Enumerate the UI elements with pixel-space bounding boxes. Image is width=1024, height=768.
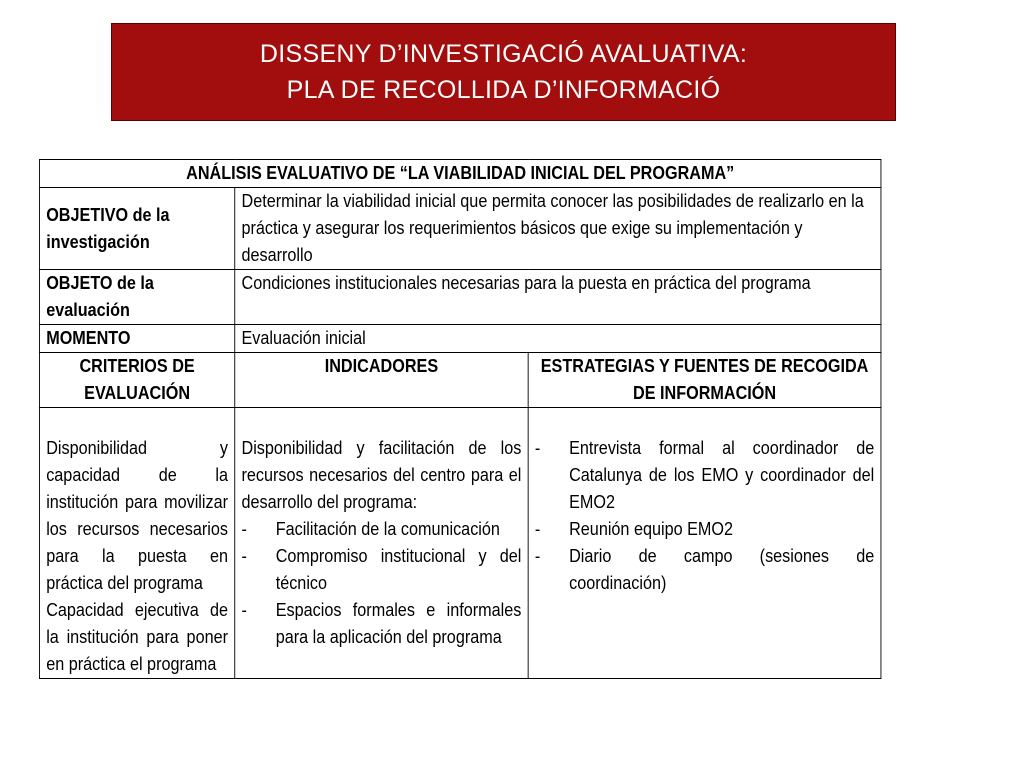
table-header: ANÁLISIS EVALUATIVO DE “LA VIABILIDAD INICIAL DEL PROGRAMA” (39, 160, 881, 188)
indicador-intro: Disponibilidad y facilitación de los recursos necesarios del centro para el desarrollo del programa: (241, 438, 522, 512)
column-header-estrategias: ESTRATEGIAS Y FUENTES DE RECOGIDA DE INFORMACIÓN (528, 353, 881, 408)
list-item: - Diario de campo (sesiones de coordinación) (534, 546, 875, 593)
row-value-momento: Evaluación inicial (235, 325, 881, 353)
slide-title-line-2: PLA DE RECOLLIDA D’INFORMACIÓ (286, 76, 721, 104)
indicadores-cell (235, 408, 528, 679)
list-item: - Reunión equipo EMO2 (534, 519, 734, 539)
column-header-indicadores: INDICADORES (235, 353, 528, 408)
row-label-objetivo: OBJETIVO de la investigación (39, 188, 234, 270)
estrategias-list (535, 435, 874, 597)
slide-title (111, 23, 896, 121)
row-label-objeto: OBJETO de la evaluación (39, 270, 234, 325)
criterios-cell (39, 408, 234, 679)
criterio-item: Capacidad ejecutiva de la institución para poner en práctica el programa (46, 600, 229, 674)
evaluation-plan-table (39, 159, 881, 679)
criterio-item: Disponibilidad y capacidad de la institución para movilizar los recursos necesarios para la puesta en práctica del programa (46, 438, 229, 593)
row-value-objeto: Condiciones institucionales necesarias para la puesta en práctica del programa (235, 270, 881, 325)
list-item: - Espacios formales e informales para la aplicación del programa (241, 600, 522, 647)
list-item: - Compromiso institucional y del técnico (241, 546, 522, 593)
row-value-objetivo: Determinar la viabilidad inicial que permita conocer las posibilidades de realizarlo en la práctica y asegurar los requerimientos básicos que exige su implementación y desarrollo (235, 188, 881, 270)
row-label-momento: MOMENTO (39, 325, 234, 353)
slide-title-line-1: DISSENY D’INVESTIGACIÓ AVALUATIVA: (259, 40, 748, 68)
estrategias-cell (528, 408, 881, 679)
column-header-criterios: CRITERIOS DE EVALUACIÓN (39, 353, 234, 408)
indicadores-list (242, 516, 522, 651)
list-item: - Facilitación de la comunicación (241, 519, 500, 539)
list-item: - Entrevista formal al coordinador de Catalunya de los EMO y coordinador del EMO2 (534, 438, 875, 512)
